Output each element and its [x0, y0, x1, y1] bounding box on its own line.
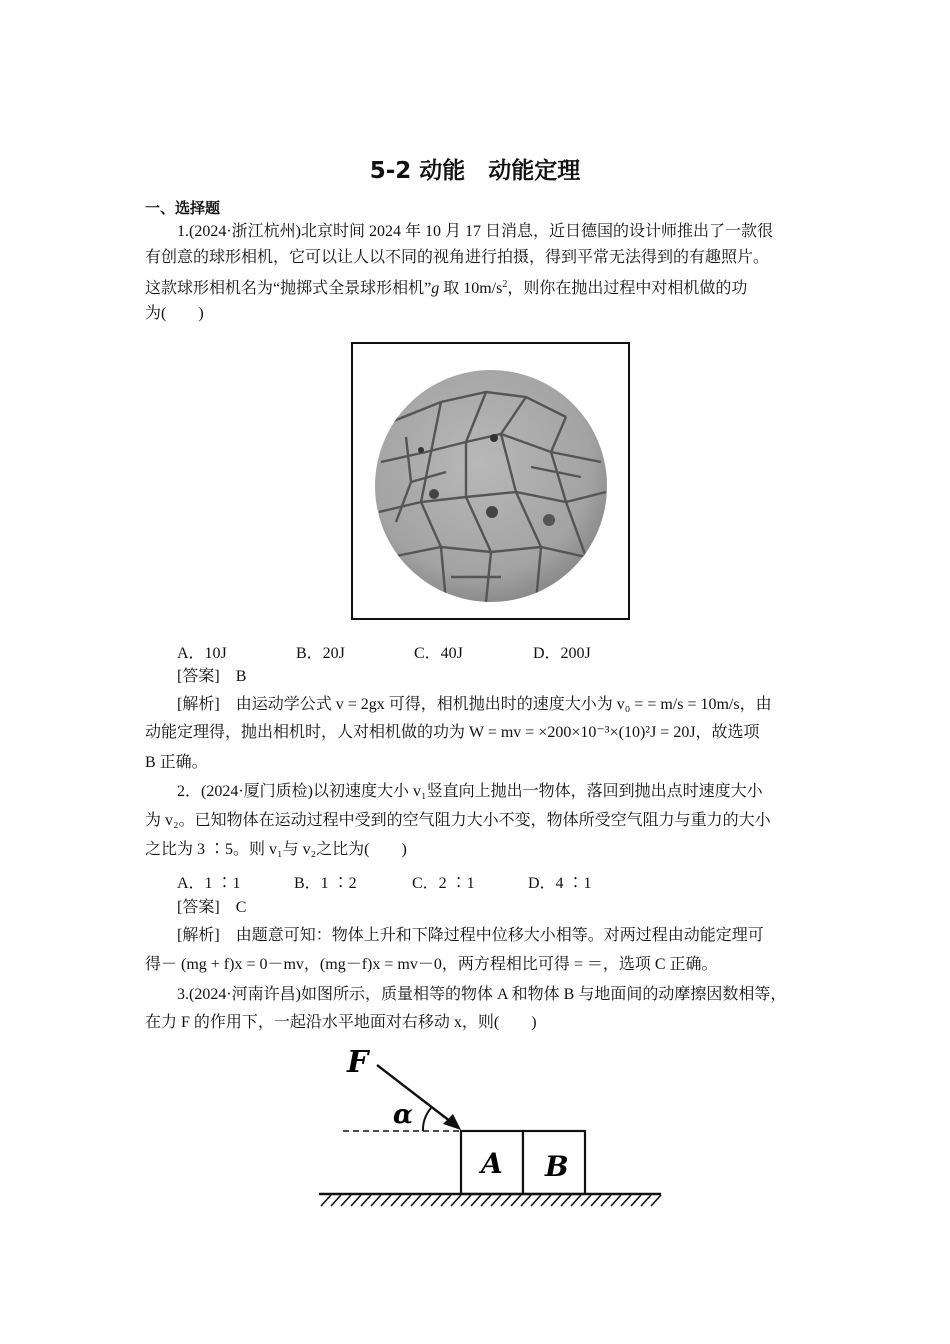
q1-line-1: 1.(2024·浙江杭州)北京时间 2024 年 10 月 17 日消息，近日德国的设计师推出了一款很 [177, 223, 773, 240]
q1-answer-label: [答案] [177, 668, 220, 685]
q3-line-2: 在力 F 的作用下，一起沿水平地面对右移动 x，则( ) [145, 1014, 537, 1031]
q2-line-3: 之比为 3 ∶5。则 v₁与 v₂之比为( ) [145, 841, 407, 858]
q2-analysis-2: 得－ (mg + f)x = 0－mv，(mg－f)x = mv－0，两方程相比可得 = ＝，选项 C 正确。 [145, 956, 718, 973]
q2-option-a: A．1 ∶1 [177, 875, 241, 892]
q1-analysis-text-1: 由运动学公式 v = 2gx 可得，相机抛出时的速度大小为 v₀ = = m/s = 10m/s，由 [235, 696, 772, 713]
q2-line-1: 2．(2024·厦门质检)以初速度大小 v₁竖直向上抛出一物体，落回到抛出点时速度大小 [177, 783, 763, 800]
q1-line-2: 有创意的球形相机，它可以让人以不同的视角进行拍摄，得到平常无法得到的有趣照片。 [145, 249, 770, 266]
q1-line-3a: 这款球形相机名为“抛掷式全景球形相机” [145, 280, 432, 297]
spherical-camera-image [351, 342, 630, 620]
q1-analysis-3: B 正确。 [145, 754, 208, 771]
q2-line-2: 为 v₂。已知物体在运动过程中受到的空气阻力大小不变，物体所受空气阻力与重力的大小 [145, 812, 771, 829]
block-b-label: B [545, 1150, 569, 1183]
q1-line-3c: ，则你在抛出过程中对相机做的功 [507, 280, 748, 297]
block-a-label: A [481, 1147, 503, 1180]
force-diagram [315, 1040, 665, 1215]
q1-analysis-1 [177, 695, 772, 715]
force-label: F [347, 1045, 369, 1080]
q1-option-d: D．200J [533, 645, 591, 662]
q1-answer-value: B [235, 668, 247, 685]
q2-option-b: B．1 ∶2 [294, 875, 357, 892]
section-heading: 一、选择题 [145, 199, 221, 217]
q1-analysis-label: [解析] [177, 696, 220, 713]
q2-answer-value: C [235, 899, 247, 916]
q1-g-symbol: g [431, 280, 440, 297]
q1-option-a: A．10J [177, 645, 227, 662]
q1-line-3 [145, 275, 747, 299]
q3-line-1: 3.(2024·河南许昌)如图所示，质量相等的物体 A 和物体 B 与地面间的动摩擦因数相等， [177, 986, 787, 1003]
q1-sup: 2 [502, 279, 508, 290]
page-title: 5-2 动能 动能定理 [369, 158, 581, 184]
q2-analysis-1 [177, 926, 764, 946]
q1-line-3b: 取 10m/s [443, 280, 503, 297]
q2-option-c: C．2 ∶1 [412, 875, 475, 892]
q2-analysis-text-1: 由题意可知：物体上升和下降过程中位移大小相等。对两过程由动能定理可 [235, 927, 764, 944]
q1-line-4: 为( ) [145, 305, 204, 322]
q2-analysis-label: [解析] [177, 927, 220, 944]
q2-answer [177, 898, 246, 918]
q2-option-d: D．4 ∶1 [528, 875, 592, 892]
q1-option-c: C．40J [414, 645, 463, 662]
q1-answer [177, 667, 246, 687]
q2-answer-label: [答案] [177, 899, 220, 916]
q1-option-b: B．20J [296, 645, 345, 662]
force-arrow [377, 1065, 455, 1125]
q1-analysis-2: 动能定理得，抛出相机时，人对相机做的功为 W = mv = ×200×10⁻³×(10)²J = 20J，故选项 [145, 724, 760, 741]
angle-label: α [393, 1100, 414, 1130]
